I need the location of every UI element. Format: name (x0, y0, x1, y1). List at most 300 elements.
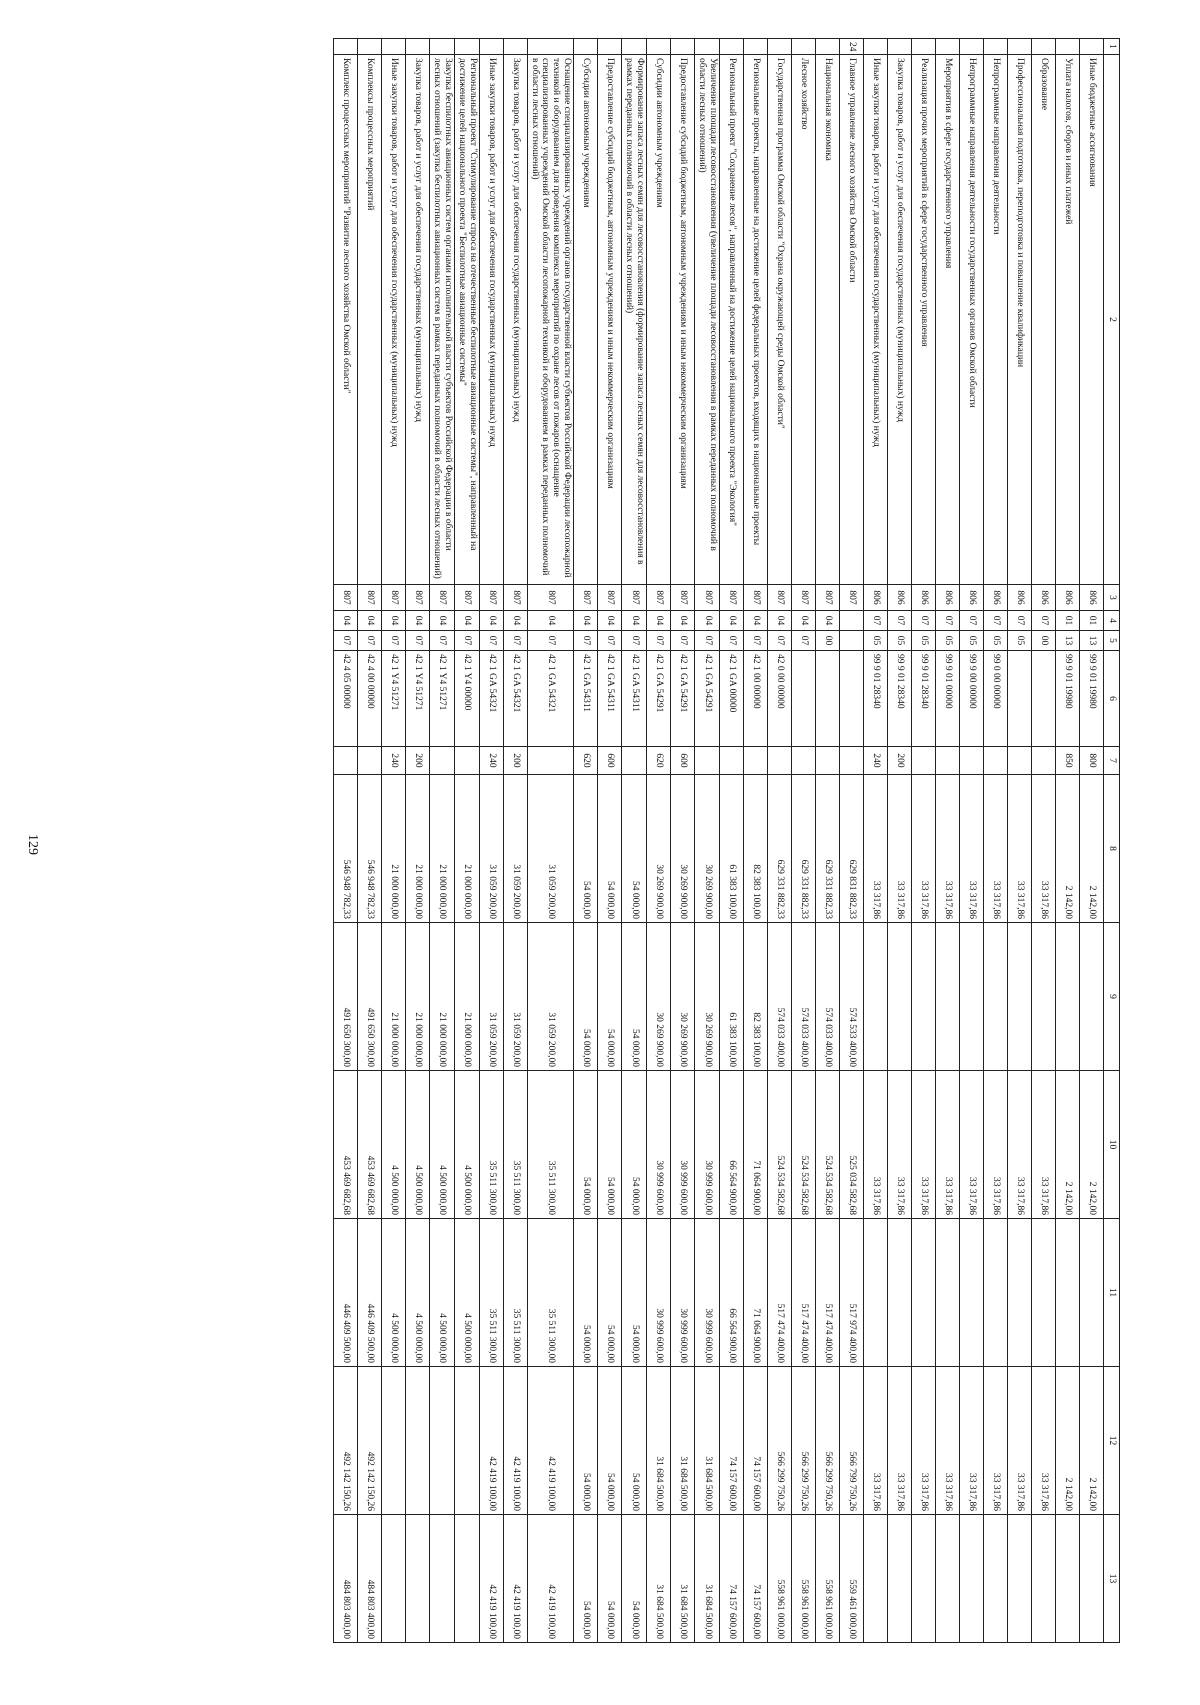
amount-col11: 30 999 600,00 (647, 1219, 671, 1367)
amount-col13: 484 803 400,00 (357, 1515, 381, 1643)
amount-col8: 31 059 200,00 (527, 775, 574, 923)
row-number (405, 39, 429, 55)
amount-col9 (1008, 923, 1032, 1071)
code-expense-type (454, 747, 479, 775)
amount-col11: 35 511 300,00 (479, 1219, 503, 1367)
code-target-article (1032, 651, 1056, 747)
amount-col10: 33 317,86 (888, 1071, 912, 1219)
amount-col8: 31 059 200,00 (479, 775, 503, 923)
row-number (1056, 39, 1080, 55)
code-grbs: 806 (960, 585, 984, 611)
amount-col9: 30 269 900,00 (647, 923, 671, 1071)
amount-col11: 517 474 400,00 (768, 1219, 792, 1367)
code-grbs: 806 (864, 585, 888, 611)
amount-col8: 21 000 000,00 (429, 775, 454, 923)
row-name: Увеличение площади лесовосстановления (увеличение площади лесовосстановления в рамках переданных полномочий в области лесных отношений) (695, 55, 720, 585)
row-number (1080, 39, 1104, 55)
amount-col12: 492 142 150,26 (333, 1367, 357, 1515)
code-expense-type (333, 747, 357, 775)
row-name: Закупка товаров, работ и услуг для обеспечения государственных (муниципальных) нужд (405, 55, 429, 585)
amount-col10: 524 534 582,68 (816, 1071, 840, 1219)
amount-col10: 33 317,86 (864, 1071, 888, 1219)
amount-col8: 2 142,00 (1056, 775, 1080, 923)
amount-col13 (454, 1515, 479, 1643)
code-target-article: 42 1 Y4 51271 (429, 651, 454, 747)
amount-col11: 4 500 000,00 (405, 1219, 429, 1367)
row-name: Мероприятия в сфере государственного управления (936, 55, 960, 585)
row-name: Реализация прочих мероприятий в сфере государственного управления (912, 55, 936, 585)
amount-col12: 42 419 100,00 (479, 1367, 503, 1515)
code-section: 04 (622, 611, 647, 631)
code-expense-type: 600 (671, 747, 695, 775)
amount-col10: 525 034 582,68 (840, 1071, 864, 1219)
column-header: 11 (1104, 1219, 1120, 1367)
amount-col9: 21 000 000,00 (405, 923, 429, 1071)
amount-col13 (912, 1515, 936, 1643)
amount-col8: 54 000,00 (574, 775, 598, 923)
row-name: Комплексы процессных мероприятий (357, 55, 381, 585)
code-subsection: 13 (1080, 631, 1104, 651)
table-row (840, 39, 864, 1643)
code-expense-type (912, 747, 936, 775)
column-header: 7 (1104, 747, 1120, 775)
column-number-row (1104, 39, 1120, 1643)
row-number (1008, 39, 1032, 55)
code-target-article: 42 1 GA 54291 (671, 651, 695, 747)
code-target-article: 99 9 01 19980 (1080, 651, 1104, 747)
code-subsection (840, 631, 864, 651)
amount-col13: 74 157 600,00 (744, 1515, 768, 1643)
amount-col10: 524 534 582,68 (768, 1071, 792, 1219)
column-header: 13 (1104, 1515, 1120, 1643)
code-section: 04 (744, 611, 768, 631)
table-row (1080, 39, 1104, 1643)
table-row (1032, 39, 1056, 1643)
row-number (479, 39, 503, 55)
row-name: Закупка беспилотных авиационных систем органами исполнительной власти субъектов Российской Федерации в области лесных отношений (закупка беспилотных авиационных систем в рамках переданных полномочий в области лесных отношений) (429, 55, 454, 585)
amount-col12: 33 317,86 (1008, 1367, 1032, 1515)
code-grbs: 807 (454, 585, 479, 611)
amount-col9 (984, 923, 1008, 1071)
amount-col8: 21 000 000,00 (381, 775, 405, 923)
column-header: 9 (1104, 923, 1120, 1071)
row-number (984, 39, 1008, 55)
amount-col9: 21 000 000,00 (454, 923, 479, 1071)
amount-col11: 71 064 900,00 (744, 1219, 768, 1367)
code-section: 07 (1008, 611, 1032, 631)
code-expense-type (792, 747, 816, 775)
amount-col13: 31 684 500,00 (695, 1515, 720, 1643)
row-number (744, 39, 768, 55)
amount-col11: 517 474 400,00 (792, 1219, 816, 1367)
table-row (888, 39, 912, 1643)
table-row (816, 39, 840, 1643)
code-section: 04 (381, 611, 405, 631)
code-target-article: 42 1 GA 54321 (503, 651, 527, 747)
row-number (695, 39, 720, 55)
amount-col10: 30 999 600,00 (671, 1071, 695, 1219)
table-row (1008, 39, 1032, 1643)
amount-col9 (1080, 923, 1104, 1071)
amount-col8: 2 142,00 (1080, 775, 1104, 923)
amount-col9 (1056, 923, 1080, 1071)
row-number (768, 39, 792, 55)
code-grbs: 807 (598, 585, 622, 611)
amount-col9: 574 033 400,00 (816, 923, 840, 1071)
amount-col8: 54 000,00 (598, 775, 622, 923)
code-section: 04 (792, 611, 816, 631)
row-number (960, 39, 984, 55)
code-grbs: 807 (479, 585, 503, 611)
code-grbs: 806 (936, 585, 960, 611)
code-expense-type (1008, 747, 1032, 775)
code-subsection: 07 (357, 631, 381, 651)
row-number (357, 39, 381, 55)
code-target-article: 99 0 00 00000 (984, 651, 1008, 747)
code-grbs: 806 (1032, 585, 1056, 611)
code-subsection: 13 (1056, 631, 1080, 651)
code-expense-type (960, 747, 984, 775)
amount-col10: 30 999 600,00 (695, 1071, 720, 1219)
row-number (671, 39, 695, 55)
code-expense-type: 240 (381, 747, 405, 775)
code-section: 04 (333, 611, 357, 631)
amount-col11 (1032, 1219, 1056, 1367)
table-row (527, 39, 574, 1643)
amount-col8: 33 317,86 (1032, 775, 1056, 923)
amount-col10: 54 000,00 (622, 1071, 647, 1219)
code-section: 04 (768, 611, 792, 631)
table-row (429, 39, 454, 1643)
code-section: 07 (864, 611, 888, 631)
amount-col12: 566 799 750,26 (840, 1367, 864, 1515)
row-number (1032, 39, 1056, 55)
row-name: Уплата налогов, сборов и иных платежей (1056, 55, 1080, 585)
amount-col11: 66 564 900,00 (720, 1219, 744, 1367)
code-grbs: 807 (622, 585, 647, 611)
code-subsection: 07 (574, 631, 598, 651)
code-expense-type: 620 (647, 747, 671, 775)
table-row (864, 39, 888, 1643)
row-number (503, 39, 527, 55)
code-subsection: 05 (864, 631, 888, 651)
table-row (598, 39, 622, 1643)
row-name: Непрограммные направления деятельности (984, 55, 1008, 585)
amount-col8: 30 269 900,00 (671, 775, 695, 923)
amount-col9: 54 000,00 (574, 923, 598, 1071)
code-section: 04 (429, 611, 454, 631)
code-subsection: 07 (720, 631, 744, 651)
amount-col9 (912, 923, 936, 1071)
amount-col9: 574 033 400,00 (768, 923, 792, 1071)
amount-col12: 42 419 100,00 (527, 1367, 574, 1515)
code-target-article: 42 1 GA 54311 (574, 651, 598, 747)
code-expense-type (622, 747, 647, 775)
row-name: Профессиональная подготовка, переподготовка и повышение квалификации (1008, 55, 1032, 585)
amount-col8: 21 000 000,00 (454, 775, 479, 923)
code-subsection: 05 (1008, 631, 1032, 651)
amount-col13 (888, 1515, 912, 1643)
amount-col10: 33 317,86 (960, 1071, 984, 1219)
code-target-article (1008, 651, 1032, 747)
code-expense-type: 620 (574, 747, 598, 775)
amount-col9: 31 059 200,00 (527, 923, 574, 1071)
amount-col10: 30 999 600,00 (647, 1071, 671, 1219)
code-subsection: 05 (888, 631, 912, 651)
table-row (744, 39, 768, 1643)
table-row (792, 39, 816, 1643)
table-row (574, 39, 598, 1643)
code-expense-type: 200 (503, 747, 527, 775)
code-grbs: 806 (912, 585, 936, 611)
amount-col8: 629 331 882,33 (768, 775, 792, 923)
amount-col13: 559 461 000,00 (840, 1515, 864, 1643)
code-target-article: 99 9 01 28340 (888, 651, 912, 747)
table-row (357, 39, 381, 1643)
amount-col12: 33 317,86 (1032, 1367, 1056, 1515)
column-header: 6 (1104, 651, 1120, 747)
amount-col13: 42 419 100,00 (479, 1515, 503, 1643)
row-number (816, 39, 840, 55)
row-name: Субсидии автономным учреждениям (574, 55, 598, 585)
code-target-article: 42 1 00 00000 (744, 651, 768, 747)
column-header: 4 (1104, 611, 1120, 631)
amount-col11 (864, 1219, 888, 1367)
amount-col8: 546 948 782,33 (333, 775, 357, 923)
table-row (622, 39, 647, 1643)
amount-col10: 71 064 900,00 (744, 1071, 768, 1219)
row-name: Непрограммные направления деятельности государственных органов Омской области (960, 55, 984, 585)
amount-col11: 30 999 600,00 (671, 1219, 695, 1367)
code-section: 04 (671, 611, 695, 631)
amount-col12 (429, 1367, 454, 1515)
code-expense-type: 200 (405, 747, 429, 775)
amount-col12: 33 317,86 (912, 1367, 936, 1515)
code-target-article: 99 9 01 28340 (912, 651, 936, 747)
code-section: 01 (1056, 611, 1080, 631)
amount-col10: 66 564 900,00 (720, 1071, 744, 1219)
code-subsection: 07 (479, 631, 503, 651)
amount-col8: 33 317,86 (888, 775, 912, 923)
amount-col8: 30 269 900,00 (647, 775, 671, 923)
amount-col9 (1032, 923, 1056, 1071)
amount-col12: 33 317,86 (864, 1367, 888, 1515)
code-grbs: 806 (984, 585, 1008, 611)
amount-col12: 33 317,86 (888, 1367, 912, 1515)
column-header: 12 (1104, 1367, 1120, 1515)
amount-col12 (405, 1367, 429, 1515)
row-name: Национальная экономика (816, 55, 840, 585)
code-grbs: 807 (671, 585, 695, 611)
amount-col11: 4 500 000,00 (381, 1219, 405, 1367)
amount-col9: 31 059 200,00 (503, 923, 527, 1071)
amount-col11 (1008, 1219, 1032, 1367)
amount-col8: 61 383 100,00 (720, 775, 744, 923)
code-section: 07 (984, 611, 1008, 631)
code-section: 04 (695, 611, 720, 631)
amount-col13 (405, 1515, 429, 1643)
amount-col12: 31 684 500,00 (647, 1367, 671, 1515)
code-section (840, 611, 864, 631)
code-subsection: 07 (381, 631, 405, 651)
amount-col10: 33 317,86 (936, 1071, 960, 1219)
row-name: Главное управление лесного хозяйства Омской области (840, 55, 864, 585)
amount-col10: 4 500 000,00 (405, 1071, 429, 1219)
code-subsection: 07 (671, 631, 695, 651)
code-section: 07 (912, 611, 936, 631)
amount-col11: 54 000,00 (622, 1219, 647, 1367)
amount-col10: 4 500 000,00 (381, 1071, 405, 1219)
amount-col11 (960, 1219, 984, 1367)
amount-col13 (960, 1515, 984, 1643)
amount-col12: 33 317,86 (984, 1367, 1008, 1515)
amount-col11 (1080, 1219, 1104, 1367)
code-section: 04 (405, 611, 429, 631)
table-row (479, 39, 503, 1643)
code-section: 07 (1032, 611, 1056, 631)
row-number (792, 39, 816, 55)
amount-col10: 2 142,00 (1080, 1071, 1104, 1219)
code-expense-type (936, 747, 960, 775)
code-expense-type (357, 747, 381, 775)
code-grbs: 807 (695, 585, 720, 611)
amount-col12: 492 142 150,26 (357, 1367, 381, 1515)
row-name: Государственная программа Омской области "Охрана окружающей среды Омской области" (768, 55, 792, 585)
table-row (960, 39, 984, 1643)
amount-col8: 54 000,00 (622, 775, 647, 923)
code-section: 04 (598, 611, 622, 631)
code-expense-type (840, 747, 864, 775)
amount-col10: 33 317,86 (912, 1071, 936, 1219)
page-number: 129 (25, 834, 40, 855)
code-expense-type: 200 (888, 747, 912, 775)
row-number (912, 39, 936, 55)
code-subsection: 05 (960, 631, 984, 651)
table-row (912, 39, 936, 1643)
amount-col11: 54 000,00 (598, 1219, 622, 1367)
amount-col10: 453 469 682,68 (333, 1071, 357, 1219)
amount-col12: 566 299 750,26 (816, 1367, 840, 1515)
code-section: 04 (527, 611, 574, 631)
amount-col9 (864, 923, 888, 1071)
code-expense-type: 850 (1056, 747, 1080, 775)
code-subsection: 07 (598, 631, 622, 651)
row-number (527, 39, 574, 55)
code-target-article: 99 9 01 19980 (1056, 651, 1080, 747)
code-section: 07 (936, 611, 960, 631)
amount-col10: 54 000,00 (598, 1071, 622, 1219)
code-subsection: 07 (768, 631, 792, 651)
code-expense-type: 240 (864, 747, 888, 775)
code-expense-type (429, 747, 454, 775)
amount-col11: 517 974 400,00 (840, 1219, 864, 1367)
code-target-article (840, 651, 864, 747)
code-grbs: 807 (333, 585, 357, 611)
amount-col8: 629 331 882,33 (816, 775, 840, 923)
amount-col13 (1032, 1515, 1056, 1643)
code-target-article: 99 9 00 00000 (960, 651, 984, 747)
code-target-article: 42 1 GA 54311 (622, 651, 647, 747)
amount-col8: 31 059 200,00 (503, 775, 527, 923)
code-expense-type (816, 747, 840, 775)
code-grbs: 807 (503, 585, 527, 611)
amount-col11: 35 511 300,00 (503, 1219, 527, 1367)
amount-col11 (936, 1219, 960, 1367)
code-section: 04 (479, 611, 503, 631)
code-expense-type (720, 747, 744, 775)
row-name: Лесное хозяйство (792, 55, 816, 585)
row-name: Закупка товаров, работ и услуг для обеспечения государственных (муниципальных) нужд (888, 55, 912, 585)
code-target-article: 42 1 GA 54321 (479, 651, 503, 747)
code-grbs: 806 (1056, 585, 1080, 611)
code-grbs: 807 (429, 585, 454, 611)
table-row (405, 39, 429, 1643)
code-grbs: 807 (792, 585, 816, 611)
code-grbs: 807 (357, 585, 381, 611)
code-section: 04 (503, 611, 527, 631)
amount-col11 (888, 1219, 912, 1367)
row-name: Закупка товаров, работ и услуг для обеспечения государственных (муниципальных) нужд (503, 55, 527, 585)
table-row (984, 39, 1008, 1643)
code-subsection: 07 (744, 631, 768, 651)
code-expense-type (984, 747, 1008, 775)
code-grbs: 807 (381, 585, 405, 611)
code-grbs: 807 (405, 585, 429, 611)
code-section: 07 (888, 611, 912, 631)
amount-col13: 74 157 600,00 (720, 1515, 744, 1643)
table-row (768, 39, 792, 1643)
code-grbs: 807 (744, 585, 768, 611)
amount-col10: 524 534 582,68 (792, 1071, 816, 1219)
code-target-article: 42 4 00 00000 (357, 651, 381, 747)
amount-col13 (864, 1515, 888, 1643)
code-expense-type (768, 747, 792, 775)
amount-col13 (984, 1515, 1008, 1643)
code-section: 07 (960, 611, 984, 631)
amount-col9: 574 033 400,00 (792, 923, 816, 1071)
code-target-article: 42 4 05 00000 (333, 651, 357, 747)
amount-col12: 33 317,86 (960, 1367, 984, 1515)
row-number (429, 39, 454, 55)
code-target-article: 42 1 Y4 00000 (454, 651, 479, 747)
code-expense-type: 800 (1080, 747, 1104, 775)
amount-col12: 54 000,00 (622, 1367, 647, 1515)
code-expense-type: 600 (598, 747, 622, 775)
amount-col11: 446 409 500,00 (357, 1219, 381, 1367)
amount-col12: 31 684 500,00 (671, 1367, 695, 1515)
code-grbs: 807 (527, 585, 574, 611)
code-grbs: 806 (1008, 585, 1032, 611)
amount-col13: 42 419 100,00 (527, 1515, 574, 1643)
amount-col8: 33 317,86 (984, 775, 1008, 923)
amount-col13: 31 684 500,00 (671, 1515, 695, 1643)
row-name: Оснащение специализированных учреждений органов государственной власти субъектов Российской Федерации лесопожарной техникой и оборудованием для проведения комплекса мероприятий по охране лесов от пожаров (оснащение специализированных учреждений Омской области лесопожарной техникой и оборудованием в рамках переданных полномочий в области лесных отношений) (527, 55, 574, 585)
code-subsection: 05 (984, 631, 1008, 651)
table-row (381, 39, 405, 1643)
amount-col8: 33 317,86 (960, 775, 984, 923)
amount-col8: 33 317,86 (936, 775, 960, 923)
code-subsection: 07 (695, 631, 720, 651)
code-section: 04 (357, 611, 381, 631)
amount-col11: 30 999 600,00 (695, 1219, 720, 1367)
amount-col10: 2 142,00 (1056, 1071, 1080, 1219)
row-name: Предоставление субсидий бюджетным, автономным учреждениям и иным некоммерческим организациям (598, 55, 622, 585)
row-number: 24 (840, 39, 864, 55)
code-target-article: 42 1 GA 54291 (695, 651, 720, 747)
amount-col10: 4 500 000,00 (454, 1071, 479, 1219)
amount-col8: 82 383 100,00 (744, 775, 768, 923)
code-grbs: 806 (888, 585, 912, 611)
